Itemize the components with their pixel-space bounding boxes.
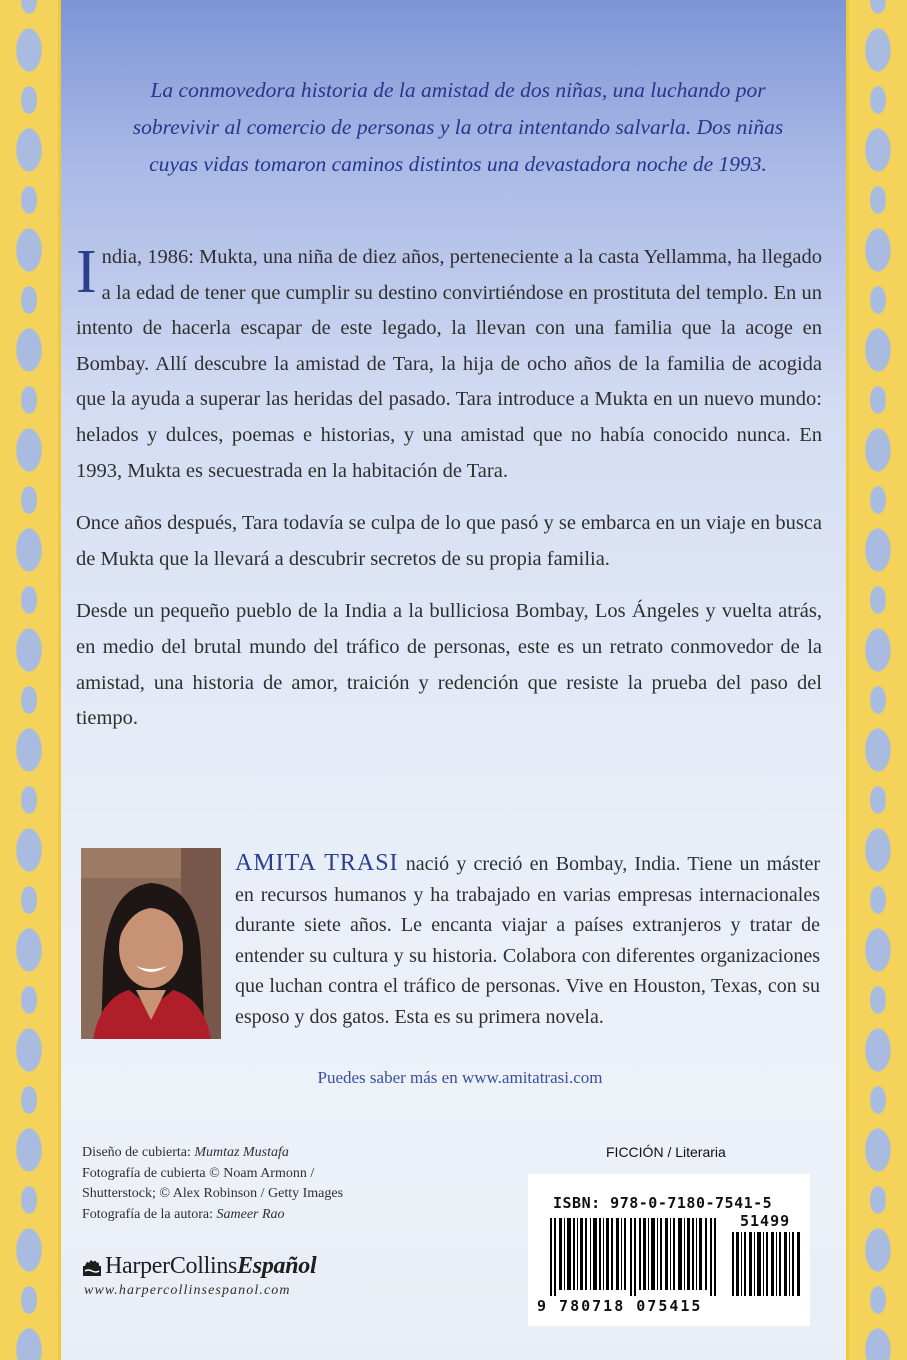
author-photo [81,848,221,1039]
publisher-url: www.harpercollinsespanol.com [84,1283,291,1298]
author-name: AMITA TRASI [235,850,399,876]
author-photo-credit: Fotografía de la autora: Sameer Rao [82,1206,285,1222]
publisher-fire-water-icon [82,1257,102,1277]
addon-barcode-bars [732,1232,802,1296]
tagline: La conmovedora historia de la amistad de dos niñas, una luchando por sobrevivir al comercio de personas y la otra intentando salvarla. Dos niñas cuyas vidas tomaron caminos distintos una devastadora noche de 1993. [132,78,784,176]
drop-cap: I [76,238,97,306]
publisher-name: HarperCollins [105,1253,238,1279]
author-bio-text: nació y creció en Bombay, India. Tiene un máster en recursos humanos y ha trabajado en varias empresas internacionales durante siete años. Le encanta viajar a países extranjeros y tratar de entender su cultura y su historia. Colabora con diferentes organizaciones que luchan contra el tráfico de personas. Vive en Houston, Texas, con su esposo y dos gatos. Esta es su primera novela. [235,853,820,1028]
price-code: 51499 [740,1212,791,1230]
decorative-border-left [0,0,61,1360]
photo-credit-line-2: Shutterstock; © Alex Robinson / Getty Images [82,1186,344,1201]
isbn-barcode [528,1174,810,1326]
publisher-logo [82,1253,316,1280]
synopsis-paragraph-2: Once años después, Tara todavía se culpa de lo que pasó y se embarca en un viaje en busca de Mukta que la llevará a descubrir secretos de su propia familia. [76,512,822,570]
design-credit: Diseño de cubierta: Mumtaz Mustafa [82,1145,289,1160]
author-website: Puedes saber más en www.amitatrasi.com [317,1068,603,1087]
decorative-border-right [846,0,907,1360]
ean-barcode-bars [550,1218,720,1296]
photo-credit-line-1: Fotografía de cubierta © Noam Armonn / [82,1165,315,1181]
synopsis-paragraph-1: India, 1986: Mukta, una niña de diez años, perteneciente a la casta Yellamma, ha llegado a la edad de tener que cumplir su destino convirtiéndose en prostituta del templo. En un intento de hacerla escapar de este legado, la llevan con una familia que la acoge en Bombay. Allí descubre la amistad de Tara, la hija de ocho años de la familia de acogida que la ayuda a superar las heridas del pasado. Tara introduce a Mukta en un nuevo mundo: helados y dulces, poemas e historias, y una amistad que no había conocido nunca. En 1993, Mukta es secuestrada en la habitación de Tara. [76,238,822,482]
author-bio [235,848,820,1032]
barcode-digits: 9 780718 075415 [537,1297,703,1315]
isbn-text: ISBN: 978-0-7180-7541-5 [553,1194,773,1212]
synopsis-paragraph-3: Desde un pequeño pueblo de la India a la bulliciosa Bombay, Los Ángeles y vuelta atrás, en medio del brutal mundo del tráfico de personas, este es un retrato conmovedor de la amistad, una historia de amor, traición y redención que resiste la prueba del paso del tiempo. [76,600,822,730]
synopsis [76,240,822,754]
publisher-name-italic: Español [237,1253,317,1279]
genre-label: FICCIÓN / Literaria [606,1144,726,1160]
cover-credits [82,1143,462,1225]
